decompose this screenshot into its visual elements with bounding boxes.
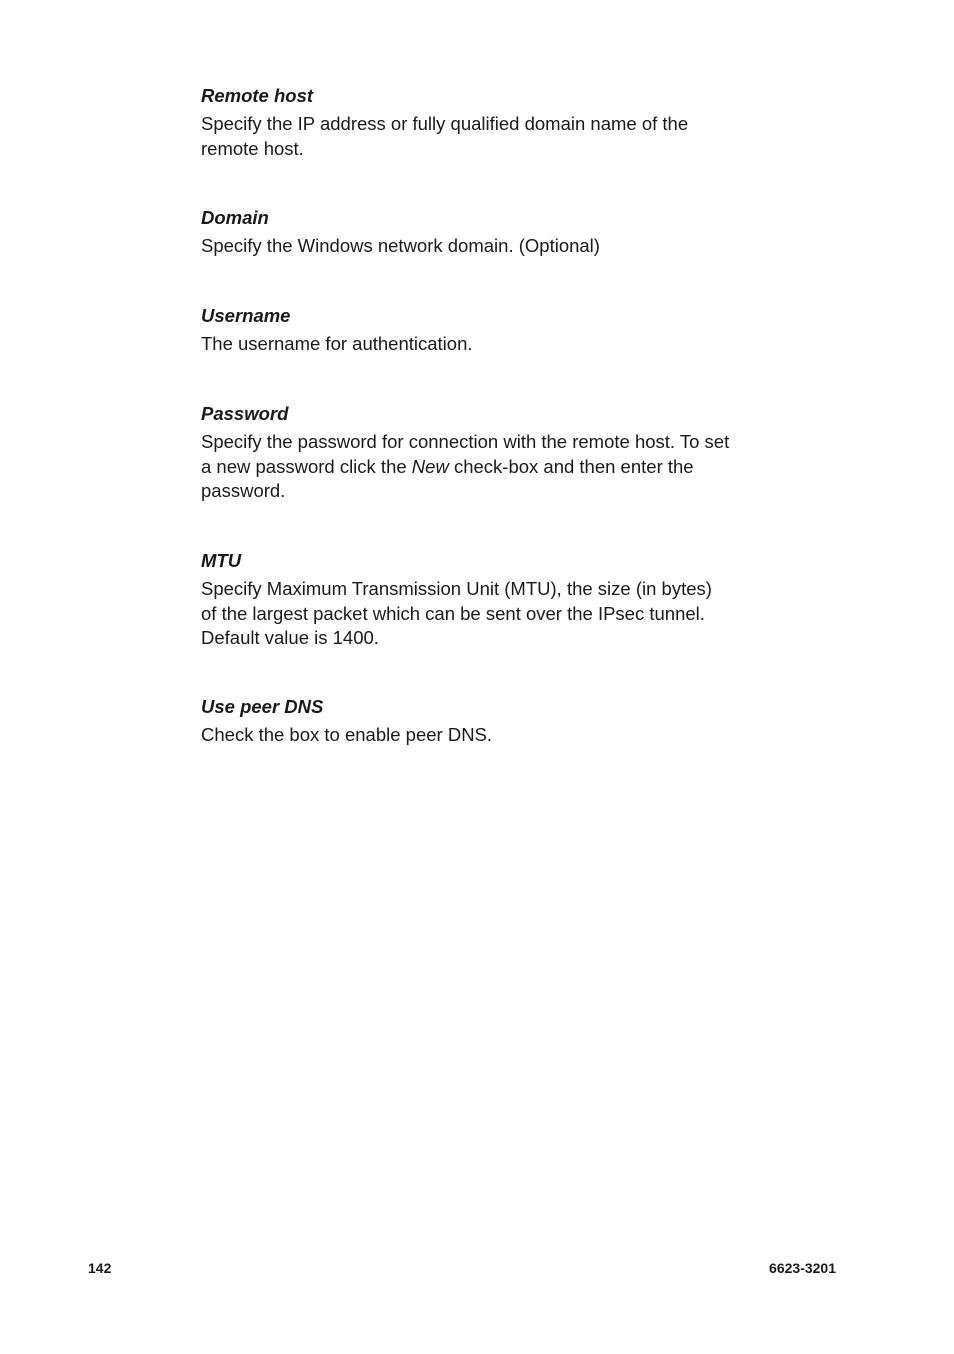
description-username: The username for authentication. [201, 333, 473, 354]
description-remote-host: Specify the IP address or fully qualified domain name of the remote host. [201, 113, 689, 159]
document-number: 6623-3201 [769, 1260, 836, 1276]
heading-use-peer-dns: Use peer DNS [201, 696, 324, 717]
description-password-part2: check-box and then enter the password. [201, 455, 694, 502]
heading-password: Password [201, 403, 289, 424]
section-remote-host [201, 84, 731, 161]
description-password [201, 430, 731, 504]
heading-mtu: MTU [201, 550, 242, 571]
page-number: 142 [88, 1260, 112, 1276]
section-password [201, 402, 731, 504]
heading-username: Username [201, 305, 291, 326]
section-username [201, 304, 731, 357]
section-domain [201, 206, 731, 259]
description-use-peer-dns: Check the box to enable peer DNS. [201, 724, 493, 745]
description-password-part1: Specify the password for connection with the remote host. To set a new password click the [201, 431, 730, 477]
heading-domain: Domain [201, 207, 269, 228]
heading-remote-host: Remote host [201, 85, 314, 106]
description-mtu: Specify Maximum Transmission Unit (MTU), the size (in bytes) of the largest packet which can be sent over the IPsec tunnel. Default value is 1400. [201, 578, 712, 649]
section-mtu [201, 549, 731, 651]
section-use-peer-dns [201, 695, 731, 748]
description-domain: Specify the Windows network domain. (Optional) [201, 235, 600, 256]
description-password-emphasis: New [411, 455, 449, 477]
